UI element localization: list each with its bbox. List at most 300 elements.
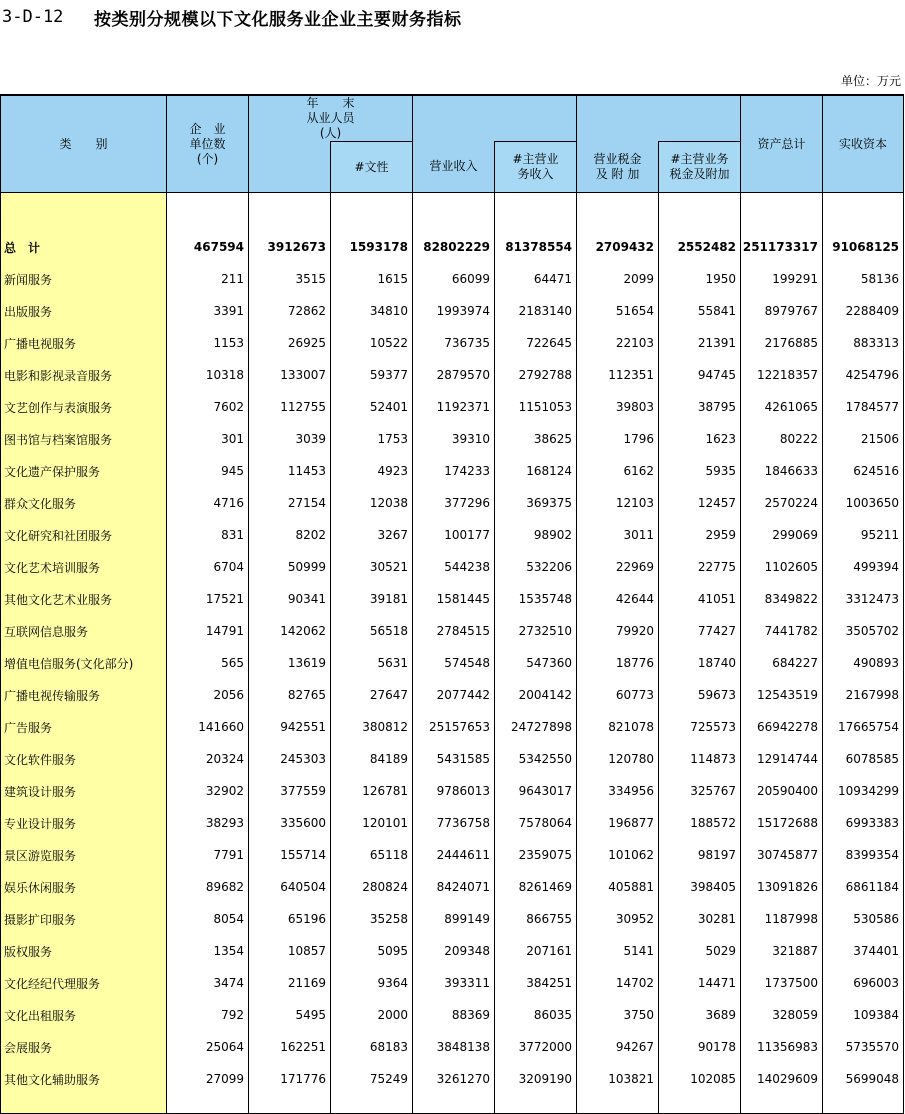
row-value: 6078585	[823, 743, 904, 775]
row-value: 34810	[331, 295, 413, 327]
total-row	[1, 231, 904, 263]
row-value: 12038	[331, 487, 413, 519]
row-value: 39181	[331, 583, 413, 615]
row-value: 21169	[249, 967, 331, 999]
row-value: 133007	[249, 359, 331, 391]
row-value: 8054	[167, 903, 249, 935]
row-value: 64471	[495, 263, 577, 295]
row-value: 1846633	[741, 455, 823, 487]
row-category: 其他文化艺术业服务	[1, 583, 167, 615]
row-value: 120101	[331, 807, 413, 839]
row-value: 299069	[741, 519, 823, 551]
table-body	[1, 193, 904, 1114]
row-value: 39803	[577, 391, 659, 423]
row-value: 1593178	[331, 231, 413, 263]
row-value: 196877	[577, 807, 659, 839]
row-value: 18740	[659, 647, 741, 679]
row-value: 30745877	[741, 839, 823, 871]
row-value: 22969	[577, 551, 659, 583]
row-value: 8424071	[413, 871, 495, 903]
row-value: 20324	[167, 743, 249, 775]
row-value: 56518	[331, 615, 413, 647]
row-value: 280824	[331, 871, 413, 903]
row-value: 3750	[577, 999, 659, 1031]
row-value: 75249	[331, 1063, 413, 1095]
row-value: 59673	[659, 679, 741, 711]
table-row	[1, 871, 904, 903]
row-value: 98902	[495, 519, 577, 551]
unit-label: 单位：万元	[840, 74, 901, 88]
row-value: 35258	[331, 903, 413, 935]
header-revenue-group	[413, 95, 577, 142]
table-row	[1, 743, 904, 775]
row-value: 12103	[577, 487, 659, 519]
row-value: 696003	[823, 967, 904, 999]
row-category: 增值电信服务(文化部分)	[1, 647, 167, 679]
spacer-row	[1, 193, 904, 232]
row-value: 98197	[659, 839, 741, 871]
row-value: 22775	[659, 551, 741, 583]
row-value: 2959	[659, 519, 741, 551]
row-value: 7602	[167, 391, 249, 423]
row-value: 114873	[659, 743, 741, 775]
row-value: 374401	[823, 935, 904, 967]
row-value: 1535748	[495, 583, 577, 615]
row-value: 100177	[413, 519, 495, 551]
row-value: 251173317	[741, 231, 823, 263]
row-value: 7441782	[741, 615, 823, 647]
row-value: 3515	[249, 263, 331, 295]
row-value: 6993383	[823, 807, 904, 839]
row-value: 1615	[331, 263, 413, 295]
row-value: 38795	[659, 391, 741, 423]
row-value: 5735570	[823, 1031, 904, 1063]
row-value: 574548	[413, 647, 495, 679]
row-value: 12218357	[741, 359, 823, 391]
row-value: 5342550	[495, 743, 577, 775]
row-category: 版权服务	[1, 935, 167, 967]
row-value: 42644	[577, 583, 659, 615]
row-category: 娱乐休闲服务	[1, 871, 167, 903]
row-value: 5935	[659, 455, 741, 487]
row-value: 12914744	[741, 743, 823, 775]
row-value: 821078	[577, 711, 659, 743]
row-value: 24727898	[495, 711, 577, 743]
row-value: 3772000	[495, 1031, 577, 1063]
row-value: 2732510	[495, 615, 577, 647]
header-capital: 实收资本	[823, 95, 904, 193]
row-value: 328059	[741, 999, 823, 1031]
row-value: 883313	[823, 327, 904, 359]
row-value: 547360	[495, 647, 577, 679]
table-row	[1, 839, 904, 871]
row-value: 10318	[167, 359, 249, 391]
row-value: 3391	[167, 295, 249, 327]
row-category: 其他文化辅助服务	[1, 1063, 167, 1095]
row-value: 17521	[167, 583, 249, 615]
header-female: #文性	[331, 142, 413, 193]
row-value: 2784515	[413, 615, 495, 647]
row-value: 66942278	[741, 711, 823, 743]
table-row	[1, 711, 904, 743]
row-value: 2288409	[823, 295, 904, 327]
row-value: 3689	[659, 999, 741, 1031]
row-value: 109384	[823, 999, 904, 1031]
row-category: 出版服务	[1, 295, 167, 327]
row-value: 25157653	[413, 711, 495, 743]
row-category: 总 计	[1, 231, 167, 263]
row-value: 12457	[659, 487, 741, 519]
header-tax-group	[577, 95, 741, 142]
row-value: 15172688	[741, 807, 823, 839]
row-value: 102085	[659, 1063, 741, 1095]
row-value: 8202	[249, 519, 331, 551]
table-row	[1, 903, 904, 935]
row-value: 2570224	[741, 487, 823, 519]
header-assets: 资产总计	[741, 95, 823, 193]
row-value: 142062	[249, 615, 331, 647]
row-value: 20590400	[741, 775, 823, 807]
row-value: 467594	[167, 231, 249, 263]
row-category: 新闻服务	[1, 263, 167, 295]
row-value: 58136	[823, 263, 904, 295]
row-value: 95211	[823, 519, 904, 551]
row-value: 14029609	[741, 1063, 823, 1095]
row-value: 398405	[659, 871, 741, 903]
page-title: 按类别分规模以下文化服务业企业主要财务指标	[94, 9, 462, 30]
header-units: 企 业 单位数 (个)	[167, 95, 249, 193]
row-value: 13091826	[741, 871, 823, 903]
row-value: 6861184	[823, 871, 904, 903]
row-value: 90178	[659, 1031, 741, 1063]
row-value: 321887	[741, 935, 823, 967]
row-value: 866755	[495, 903, 577, 935]
row-value: 2167998	[823, 679, 904, 711]
row-value: 11453	[249, 455, 331, 487]
row-value: 3848138	[413, 1031, 495, 1063]
row-category: 景区游览服务	[1, 839, 167, 871]
row-category: 专业设计服务	[1, 807, 167, 839]
table-row	[1, 647, 904, 679]
header-main-revenue: #主营业 务收入	[495, 142, 577, 193]
row-value: 945	[167, 455, 249, 487]
header-revenue: 营业收入	[413, 142, 495, 193]
row-value: 499394	[823, 551, 904, 583]
row-value: 5029	[659, 935, 741, 967]
row-value: 8261469	[495, 871, 577, 903]
row-value: 3505702	[823, 615, 904, 647]
row-value: 72862	[249, 295, 331, 327]
row-value: 59377	[331, 359, 413, 391]
row-value: 66099	[413, 263, 495, 295]
row-value: 1153	[167, 327, 249, 359]
row-value: 942551	[249, 711, 331, 743]
row-value: 7736758	[413, 807, 495, 839]
row-value: 174233	[413, 455, 495, 487]
row-value: 21506	[823, 423, 904, 455]
row-value: 490893	[823, 647, 904, 679]
row-value: 77427	[659, 615, 741, 647]
row-value: 3039	[249, 423, 331, 455]
row-value: 3267	[331, 519, 413, 551]
row-value: 211	[167, 263, 249, 295]
row-value: 9786013	[413, 775, 495, 807]
row-value: 22103	[577, 327, 659, 359]
row-value: 245303	[249, 743, 331, 775]
table-row	[1, 391, 904, 423]
row-value: 7791	[167, 839, 249, 871]
row-value: 384251	[495, 967, 577, 999]
row-value: 38625	[495, 423, 577, 455]
row-value: 2176885	[741, 327, 823, 359]
row-value: 89682	[167, 871, 249, 903]
row-value: 60773	[577, 679, 659, 711]
row-value: 1993974	[413, 295, 495, 327]
row-value: 1737500	[741, 967, 823, 999]
row-value: 27099	[167, 1063, 249, 1095]
row-category: 群众文化服务	[1, 487, 167, 519]
table-row	[1, 295, 904, 327]
row-category: 电影和影视录音服务	[1, 359, 167, 391]
row-value: 2552482	[659, 231, 741, 263]
row-value: 2709432	[577, 231, 659, 263]
row-value: 2099	[577, 263, 659, 295]
row-value: 369375	[495, 487, 577, 519]
row-value: 2077442	[413, 679, 495, 711]
table-row	[1, 487, 904, 519]
row-value: 91068125	[823, 231, 904, 263]
row-category: 文化遗产保护服务	[1, 455, 167, 487]
row-value: 1581445	[413, 583, 495, 615]
header-category: 类 别	[1, 95, 167, 193]
row-value: 14471	[659, 967, 741, 999]
row-value: 1003650	[823, 487, 904, 519]
row-value: 90341	[249, 583, 331, 615]
row-value: 4923	[331, 455, 413, 487]
row-value: 1796	[577, 423, 659, 455]
row-category: 图书馆与档案馆服务	[1, 423, 167, 455]
row-value: 736735	[413, 327, 495, 359]
row-value: 41051	[659, 583, 741, 615]
row-value: 88369	[413, 999, 495, 1031]
table-row	[1, 423, 904, 455]
row-value: 1950	[659, 263, 741, 295]
row-value: 17665754	[823, 711, 904, 743]
row-value: 65196	[249, 903, 331, 935]
row-value: 1192371	[413, 391, 495, 423]
table-row	[1, 1063, 904, 1095]
row-value: 30521	[331, 551, 413, 583]
row-value: 3312473	[823, 583, 904, 615]
row-value: 27154	[249, 487, 331, 519]
row-value: 207161	[495, 935, 577, 967]
row-value: 8349822	[741, 583, 823, 615]
row-value: 2183140	[495, 295, 577, 327]
row-value: 32902	[167, 775, 249, 807]
row-value: 25064	[167, 1031, 249, 1063]
row-value: 120780	[577, 743, 659, 775]
row-category: 会展服务	[1, 1031, 167, 1063]
row-value: 126781	[331, 775, 413, 807]
row-value: 30281	[659, 903, 741, 935]
row-value: 831	[167, 519, 249, 551]
row-value: 624516	[823, 455, 904, 487]
row-value: 80222	[741, 423, 823, 455]
row-value: 168124	[495, 455, 577, 487]
row-category: 文艺创作与表演服务	[1, 391, 167, 423]
row-value: 188572	[659, 807, 741, 839]
table-row	[1, 519, 904, 551]
row-value: 14791	[167, 615, 249, 647]
row-value: 18776	[577, 647, 659, 679]
row-value: 377296	[413, 487, 495, 519]
row-value: 81378554	[495, 231, 577, 263]
table-row	[1, 775, 904, 807]
end-row	[1, 1095, 904, 1114]
row-value: 112755	[249, 391, 331, 423]
row-value: 3209190	[495, 1063, 577, 1095]
row-value: 1753	[331, 423, 413, 455]
row-value: 8399354	[823, 839, 904, 871]
row-value: 4261065	[741, 391, 823, 423]
row-category: 文化出租服务	[1, 999, 167, 1031]
row-category: 广告服务	[1, 711, 167, 743]
row-value: 6162	[577, 455, 659, 487]
row-value: 3474	[167, 967, 249, 999]
title-row	[0, 2, 462, 32]
row-value: 1354	[167, 935, 249, 967]
row-value: 155714	[249, 839, 331, 871]
table-row	[1, 807, 904, 839]
row-value: 530586	[823, 903, 904, 935]
row-value: 10857	[249, 935, 331, 967]
row-value: 52401	[331, 391, 413, 423]
row-value: 1623	[659, 423, 741, 455]
row-value: 82765	[249, 679, 331, 711]
row-value: 112351	[577, 359, 659, 391]
row-value: 405881	[577, 871, 659, 903]
row-value: 3912673	[249, 231, 331, 263]
row-category: 文化经纪代理服务	[1, 967, 167, 999]
row-value: 199291	[741, 263, 823, 295]
row-category: 摄影扩印服务	[1, 903, 167, 935]
row-value: 38293	[167, 807, 249, 839]
table-code: 3-D-12	[2, 7, 64, 27]
row-value: 21391	[659, 327, 741, 359]
row-value: 5495	[249, 999, 331, 1031]
row-value: 50999	[249, 551, 331, 583]
table-row	[1, 583, 904, 615]
row-value: 27647	[331, 679, 413, 711]
row-value: 30952	[577, 903, 659, 935]
row-value: 684227	[741, 647, 823, 679]
row-value: 565	[167, 647, 249, 679]
row-value: 301	[167, 423, 249, 455]
row-value: 1784577	[823, 391, 904, 423]
row-value: 84189	[331, 743, 413, 775]
row-value: 334956	[577, 775, 659, 807]
row-value: 103821	[577, 1063, 659, 1095]
header-employees: 年 末 从业人员 (人)	[249, 95, 413, 142]
row-value: 5095	[331, 935, 413, 967]
row-value: 2056	[167, 679, 249, 711]
row-value: 544238	[413, 551, 495, 583]
row-value: 101062	[577, 839, 659, 871]
row-value: 5699048	[823, 1063, 904, 1095]
row-value: 2879570	[413, 359, 495, 391]
row-value: 1102605	[741, 551, 823, 583]
row-value: 725573	[659, 711, 741, 743]
table-row	[1, 679, 904, 711]
header-main-tax: #主营业务 税金及附加	[659, 142, 741, 193]
row-value: 380812	[331, 711, 413, 743]
row-value: 141660	[167, 711, 249, 743]
row-value: 335600	[249, 807, 331, 839]
row-category: 互联网信息服务	[1, 615, 167, 647]
table-row	[1, 551, 904, 583]
row-value: 3011	[577, 519, 659, 551]
row-value: 2792788	[495, 359, 577, 391]
row-value: 2359075	[495, 839, 577, 871]
row-value: 9364	[331, 967, 413, 999]
row-value: 7578064	[495, 807, 577, 839]
row-value: 10934299	[823, 775, 904, 807]
row-value: 162251	[249, 1031, 331, 1063]
row-value: 14702	[577, 967, 659, 999]
header-tax: 营业税金 及 附 加	[577, 142, 659, 193]
row-value: 2444611	[413, 839, 495, 871]
table-row	[1, 1031, 904, 1063]
row-value: 3261270	[413, 1063, 495, 1095]
row-value: 5141	[577, 935, 659, 967]
row-value: 640504	[249, 871, 331, 903]
table-row	[1, 967, 904, 999]
financial-table	[0, 94, 904, 1114]
row-category: 文化研究和社团服务	[1, 519, 167, 551]
row-value: 4254796	[823, 359, 904, 391]
row-category: 广播电视服务	[1, 327, 167, 359]
row-value: 94267	[577, 1031, 659, 1063]
row-value: 1151053	[495, 391, 577, 423]
row-value: 899149	[413, 903, 495, 935]
row-value: 79920	[577, 615, 659, 647]
row-value: 6704	[167, 551, 249, 583]
row-value: 4716	[167, 487, 249, 519]
row-value: 68183	[331, 1031, 413, 1063]
row-value: 26925	[249, 327, 331, 359]
row-value: 86035	[495, 999, 577, 1031]
row-category: 建筑设计服务	[1, 775, 167, 807]
table-row	[1, 359, 904, 391]
table-row	[1, 999, 904, 1031]
row-value: 11356983	[741, 1031, 823, 1063]
row-value: 5431585	[413, 743, 495, 775]
table-row	[1, 935, 904, 967]
row-value: 8979767	[741, 295, 823, 327]
row-value: 94745	[659, 359, 741, 391]
table-row	[1, 455, 904, 487]
row-value: 2000	[331, 999, 413, 1031]
table-row	[1, 263, 904, 295]
row-value: 65118	[331, 839, 413, 871]
row-value: 722645	[495, 327, 577, 359]
row-value: 39310	[413, 423, 495, 455]
row-value: 377559	[249, 775, 331, 807]
row-value: 13619	[249, 647, 331, 679]
row-category: 文化艺术培训服务	[1, 551, 167, 583]
row-value: 55841	[659, 295, 741, 327]
row-value: 171776	[249, 1063, 331, 1095]
